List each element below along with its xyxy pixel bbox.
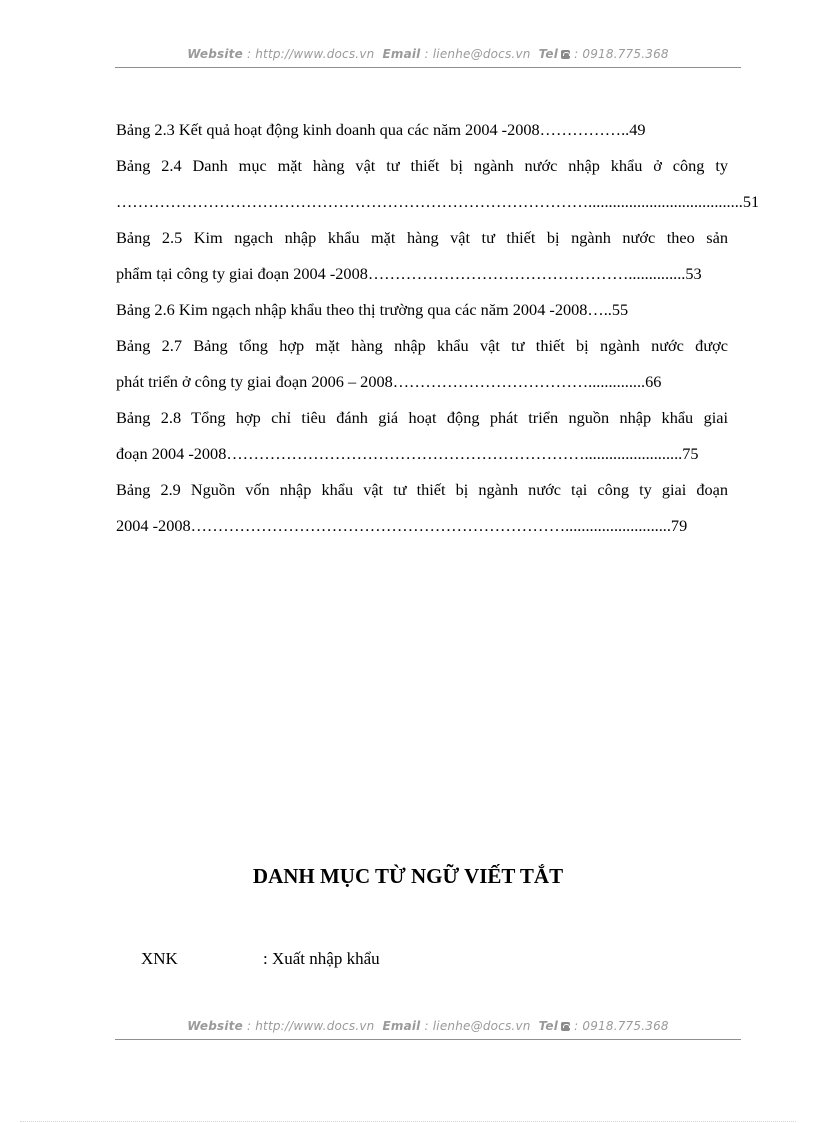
section-title: DANH MỤC TỪ NGỮ VIẾT TẮT	[252, 864, 564, 888]
toc-dots: …………………………………………..............	[367, 264, 686, 283]
toc-entry[interactable]	[116, 292, 728, 328]
toc-line: Bảng 2.8 Tổng hợp chỉ tiêu đánh giá hoạt động phát triển nguồn nhập khẩu giai	[116, 408, 728, 427]
toc-line	[116, 184, 760, 220]
toc-page-number: 53	[685, 264, 702, 283]
toc-page-number: 49	[629, 120, 646, 139]
toc-line: Bảng 2.9 Nguồn vốn nhập khẩu vật tư thiết bị ngành nước tại công ty giai đoạn	[116, 480, 728, 499]
page-footer	[115, 1019, 741, 1040]
toc-page-number: 79	[670, 516, 688, 535]
header-email-address[interactable]: : lienhe@docs.vn	[424, 47, 531, 61]
toc-page-number: 75	[682, 444, 699, 463]
toc-line: phẩm tại công ty giai đoạn 2004 -2008…………………………………………..............53	[116, 264, 702, 283]
toc-entry[interactable]	[116, 400, 728, 472]
footer-website-url[interactable]: : http://www.docs.vn	[246, 1019, 375, 1033]
toc-dots: ……………..	[539, 120, 630, 139]
abbreviation-definition: : Xuất nhập khẩu	[263, 949, 380, 968]
toc-dots: ……………………………………………………………..........................	[190, 516, 671, 535]
footer-tel-label: Tel	[538, 1019, 559, 1033]
toc-page-number: 66	[645, 372, 662, 391]
toc-dots: …..	[587, 300, 612, 319]
toc-page-number: 51	[742, 192, 760, 211]
toc-dots: ………………………………..............	[392, 372, 646, 391]
toc-line: phát triển ở công ty giai đoạn 2006 – 2008………………………………..............66	[116, 372, 662, 391]
page-header	[115, 47, 741, 68]
toc-dots: ……………………………………………………………………………......................................	[116, 192, 743, 211]
toc-entry[interactable]	[116, 112, 728, 148]
footer-website-label: Website	[187, 1019, 243, 1033]
abbreviation-term: XNK	[141, 949, 178, 968]
toc-line: Bảng 2.6 Kim ngạch nhập khẩu theo thị trường qua các năm 2004 -2008…..55	[116, 300, 629, 319]
header-email-label: Email	[382, 47, 421, 61]
footer-email-address[interactable]: : lienhe@docs.vn	[424, 1019, 531, 1033]
toc-dots: …………………………………………………………........................	[226, 444, 683, 463]
header-tel-label: Tel	[538, 47, 559, 61]
footer-email-label: Email	[382, 1019, 421, 1033]
header-website-label: Website	[187, 47, 243, 61]
header-tel-number: : 0918.775.368	[574, 47, 669, 61]
toc-entry[interactable]	[116, 148, 760, 220]
toc-entry[interactable]	[116, 328, 728, 400]
toc-line: Bảng 2.5 Kim ngạch nhập khẩu mặt hàng vật tư thiết bị ngành nước theo sản	[116, 228, 728, 247]
toc-entry[interactable]	[116, 472, 728, 544]
telephone-icon	[561, 1022, 570, 1031]
header-website-url[interactable]: : http://www.docs.vn	[246, 47, 375, 61]
footer-tel-number: : 0918.775.368	[574, 1019, 669, 1033]
toc-line: Bảng 2.7 Bảng tổng hợp mặt hàng nhập khẩu vật tư thiết bị ngành nước được	[116, 336, 728, 355]
table-of-contents	[116, 112, 760, 544]
toc-entry[interactable]	[116, 220, 728, 292]
telephone-icon	[561, 50, 570, 59]
toc-line: 2004 -2008……………………………………………………………..........................79	[116, 516, 688, 535]
toc-line: đoạn 2004 -2008…………………………………………………………........................75	[116, 444, 699, 463]
toc-page-number: 55	[611, 300, 629, 319]
abbreviation-row	[141, 949, 380, 969]
toc-line: Bảng 2.3 Kết quả hoạt động kinh doanh qua các năm 2004 -2008……………..49	[116, 120, 646, 139]
page-edge-divider	[20, 1121, 796, 1122]
toc-line: Bảng 2.4 Danh mục mặt hàng vật tư thiết bị ngành nước nhập khẩu ở công ty	[116, 156, 728, 175]
